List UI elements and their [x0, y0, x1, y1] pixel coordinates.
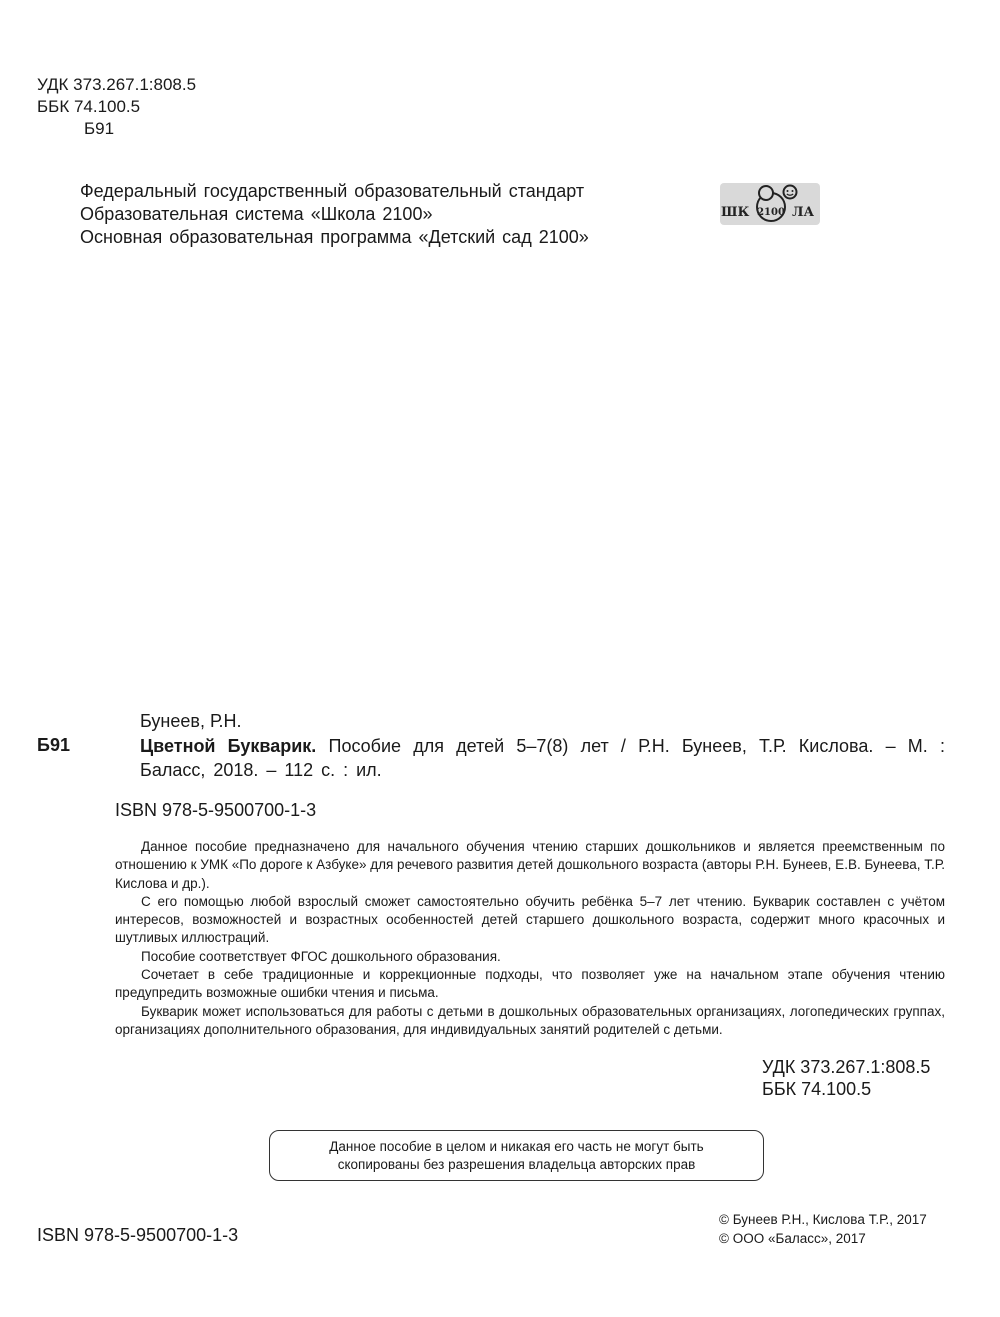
series-program: Основная образовательная программа «Детский сад 2100» — [80, 227, 589, 247]
book-description: Пособие для детей 5–7(8) лет / Р.Н. Бунеев, Т.Р. Кислова. – М. : Баласс, 2018. – 112 с. : ил. — [140, 736, 945, 780]
annotation-paragraph: Пособие соответствует ФГОС дошкольного образования. — [141, 948, 501, 964]
bbk-code-bottom: ББК 74.100.5 — [762, 1079, 872, 1099]
notice-line-2: скопированы без разрешения владельца авторских прав — [337, 1156, 696, 1172]
annotation-paragraph: С его помощью любой взрослый сможет самостоятельно обучить ребёнка 5–7 лет чтению. Букварик составлен с учётом интересов, возможностей и возрастных особенностей детей старшего дошкольного возраста, содержит много красочных и шутливых иллюстраций. — [115, 893, 945, 946]
author-sign-side: Б91 — [37, 735, 70, 755]
series-info — [80, 180, 589, 249]
copyright-authors: © Бунеев Р.Н., Кислова Т.Р., 2017 — [719, 1212, 927, 1227]
top-classification-codes — [37, 74, 196, 140]
series-standard: Федеральный государственный образовательный стандарт — [80, 181, 585, 201]
notice-line-1: Данное пособие в целом и никакая его часть не могут быть — [329, 1138, 704, 1154]
bibliographic-description — [140, 734, 945, 782]
bbk-code-top: ББК 74.100.5 — [37, 97, 141, 116]
isbn-main: ISBN 978-5-9500700-1-3 — [115, 800, 317, 820]
author-sign-top: Б91 — [84, 119, 115, 138]
annotation-paragraph: Букварик может использоваться для работы с детьми в дошкольных образовательных организациях, логопедических группах, организациях дополнительного образования, для индивидуальных занятий родителей с детьми. — [115, 1003, 945, 1037]
copyright-notice-box — [269, 1130, 764, 1181]
logo-number: 2100 — [757, 207, 785, 218]
logo-right-text: ЛА — [792, 205, 815, 220]
copyright-publisher: © ООО «Баласс», 2017 — [719, 1231, 866, 1246]
isbn-bottom: ISBN 978-5-9500700-1-3 — [37, 1225, 239, 1245]
udk-code-top: УДК 373.267.1:808.5 — [37, 75, 197, 94]
udk-code-bottom: УДК 373.267.1:808.5 — [762, 1057, 931, 1077]
annotation — [115, 838, 945, 1039]
series-system: Образовательная система «Школа 2100» — [80, 204, 433, 224]
copyright-lines — [719, 1210, 927, 1248]
annotation-paragraph: Данное пособие предназначено для начального обучения чтению старших дошкольников и является преемственным по отношению к УМК «По дороге к Азбуке» для речевого развития детей дошкольного возраста (авторы Р.Н. Бунеев, Е.В. Бунеева, Т.Р. Кислова и др.). — [115, 839, 945, 891]
bottom-classification-codes — [762, 1056, 930, 1100]
logo-left-text: ШК — [721, 205, 750, 220]
book-title: Цветной Букварик. — [140, 736, 317, 756]
author-heading: Бунеев, Р.Н. — [140, 711, 242, 731]
annotation-paragraph: Сочетает в себе традиционные и коррекционные подходы, что позволяет уже на начальном этапе обучения чтению предупредить возможные ошибки чтения и письма. — [115, 967, 945, 1001]
school-2100-logo — [720, 183, 820, 225]
